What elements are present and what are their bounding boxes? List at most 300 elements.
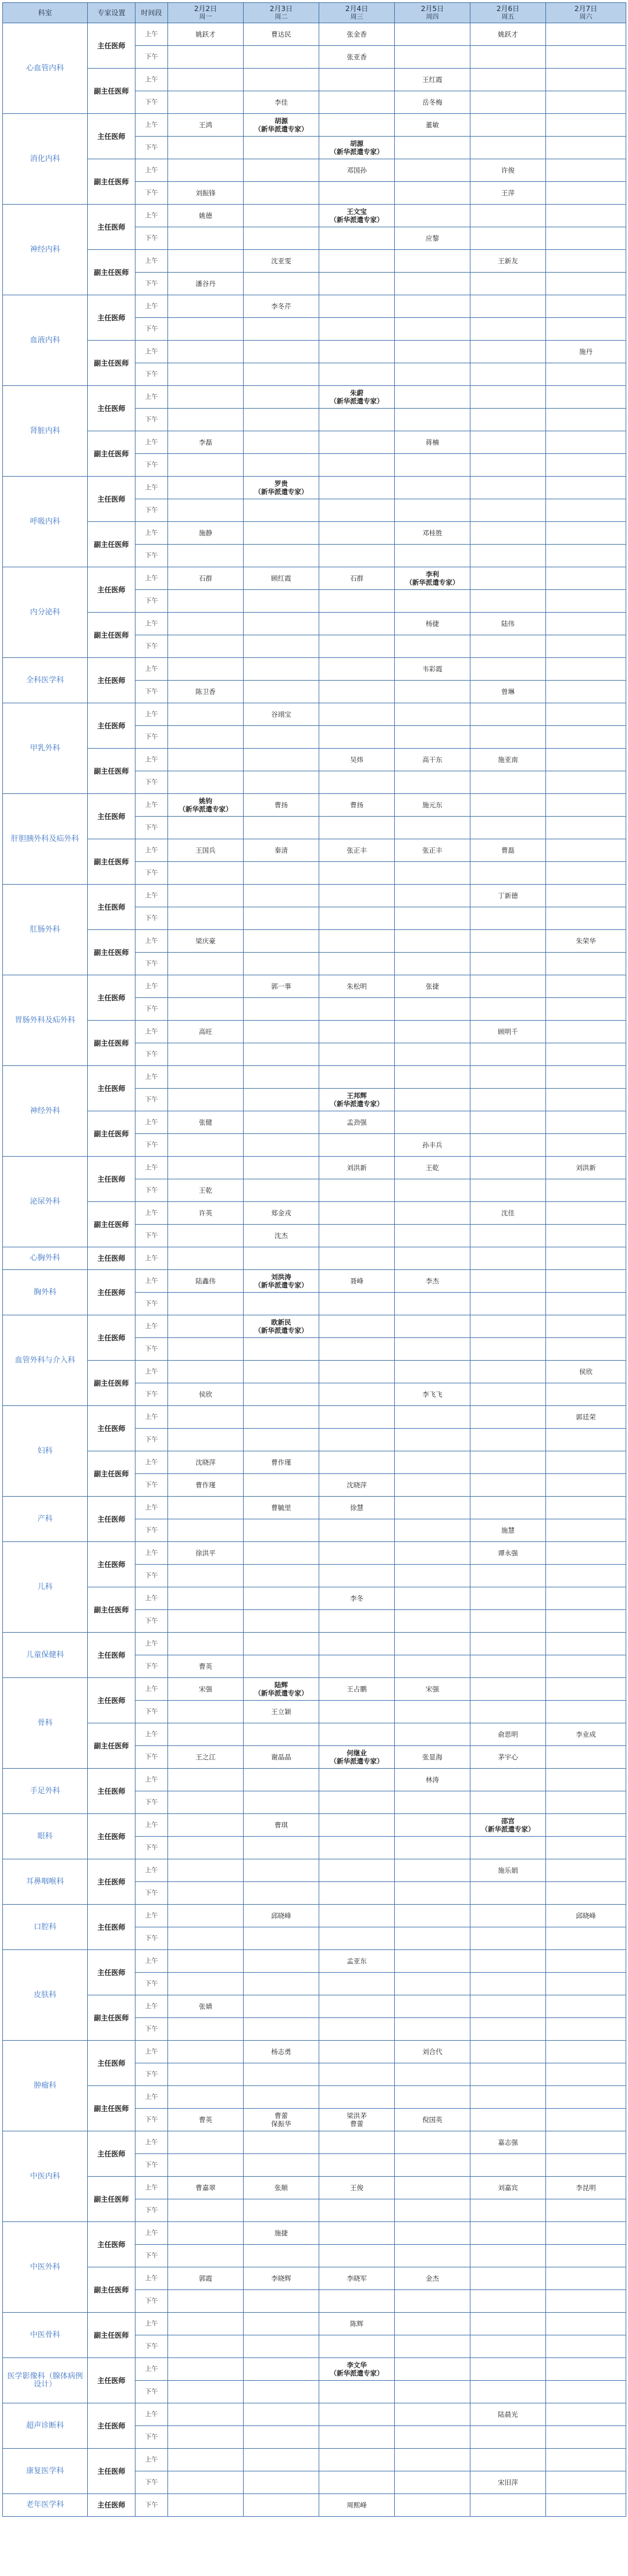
doctor-cell	[395, 1293, 470, 1315]
doctor-line: 王文宝	[347, 207, 367, 216]
doctor-cell	[470, 2041, 546, 2063]
schedule-row	[3, 1270, 626, 1293]
doctor-cell: 刘洪新	[546, 1157, 626, 1179]
doctor-cell	[546, 522, 626, 545]
doctor-cell	[244, 1043, 319, 1066]
expert-title: 副主任医师	[88, 2313, 135, 2358]
doctor-cell	[470, 454, 546, 477]
time-period: 下午	[135, 1655, 168, 1678]
doctor-cell	[168, 318, 244, 341]
doctor-line: 何继业	[347, 1749, 367, 1757]
doctor-cell	[168, 1066, 244, 1089]
doctor-cell	[546, 545, 626, 567]
doctor-cell	[470, 1089, 546, 1111]
doctor-cell	[168, 726, 244, 749]
doctor-cell	[546, 2018, 626, 2041]
time-period: 下午	[135, 953, 168, 975]
schedule-row	[3, 1587, 626, 1610]
doctor-cell	[546, 1497, 626, 1519]
doctor-line: （新华派遣专家）	[254, 125, 308, 133]
doctor-cell	[244, 2358, 319, 2381]
time-period: 上午	[135, 1202, 168, 1225]
doctor-cell	[395, 1587, 470, 1610]
doctor-cell	[168, 499, 244, 522]
doctor-cell	[168, 1859, 244, 1882]
doctor-cell	[546, 2426, 626, 2449]
expert-title: 主任医师	[88, 2131, 135, 2177]
doctor-cell: 高旺	[168, 1021, 244, 1043]
doctor-cell	[395, 1927, 470, 1950]
doctor-line: （新华派遣专家）	[330, 2369, 384, 2377]
schedule-row	[3, 2358, 626, 2381]
doctor-cell	[395, 1361, 470, 1383]
doctor-cell	[546, 1927, 626, 1950]
time-period: 上午	[135, 1723, 168, 1746]
doctor-cell	[319, 295, 395, 318]
doctor-cell: 潘谷丹	[168, 273, 244, 295]
doctor-cell	[470, 2109, 546, 2131]
doctor-cell	[244, 2494, 319, 2517]
doctor-cell: 陆鑫伟	[168, 1270, 244, 1293]
expert-title: 副主任医师	[88, 1587, 135, 1633]
schedule-row	[3, 1315, 626, 1338]
doctor-cell: 曹达民	[244, 23, 319, 46]
doctor-cell	[319, 1361, 395, 1383]
column-header-weekday: 周六	[579, 13, 593, 20]
schedule-row	[3, 613, 626, 635]
doctor-line: （新华派遣专家）	[330, 1757, 384, 1765]
doctor-line: 陆辉	[274, 1681, 288, 1689]
time-period: 下午	[135, 2063, 168, 2086]
doctor-cell: 刘洪新	[319, 1157, 395, 1179]
doctor-cell	[319, 1791, 395, 1814]
department-name: 老年医学科	[3, 2494, 88, 2517]
doctor-cell	[546, 681, 626, 703]
doctor-cell: 施乐娟	[470, 1859, 546, 1882]
doctor-cell: 曹毓里	[244, 1497, 319, 1519]
doctor-cell: 李杰	[395, 1270, 470, 1293]
doctor-cell	[319, 1995, 395, 2018]
doctor-cell	[244, 658, 319, 681]
doctor-cell	[395, 1021, 470, 1043]
doctor-cell	[395, 159, 470, 182]
expert-title: 主任医师	[88, 1247, 135, 1270]
schedule-row	[3, 1111, 626, 1134]
doctor-cell: 秦清	[244, 839, 319, 862]
department-name: 甲乳外科	[3, 703, 88, 794]
doctor-cell	[319, 1225, 395, 1247]
doctor-cell	[470, 1701, 546, 1723]
time-period: 上午	[135, 1995, 168, 2018]
schedule-row	[3, 2041, 626, 2063]
doctor-cell	[319, 2018, 395, 2041]
doctor-cell	[319, 363, 395, 386]
doctor-cell	[470, 2494, 546, 2517]
doctor-cell	[546, 2109, 626, 2131]
doctor-cell: 刘振锋	[168, 182, 244, 205]
doctor-cell	[470, 2267, 546, 2290]
doctor-cell	[395, 2381, 470, 2403]
doctor-cell	[168, 2471, 244, 2494]
doctor-cell	[244, 1655, 319, 1678]
doctor-cell	[546, 613, 626, 635]
doctor-cell	[244, 318, 319, 341]
expert-title: 主任医师	[88, 295, 135, 341]
time-period: 下午	[135, 1043, 168, 1066]
time-period: 上午	[135, 1769, 168, 1791]
doctor-cell	[244, 2245, 319, 2267]
schedule-row	[3, 1021, 626, 1043]
doctor-cell	[168, 2199, 244, 2222]
time-period: 上午	[135, 341, 168, 363]
doctor-cell	[470, 1179, 546, 1202]
doctor-cell	[244, 2313, 319, 2335]
column-header	[546, 3, 626, 23]
schedule-row	[3, 69, 626, 91]
department-name: 胃肠外科及疝外科	[3, 975, 88, 1066]
doctor-cell	[168, 250, 244, 273]
doctor-cell: 王红霞	[395, 69, 470, 91]
doctor-cell	[319, 1565, 395, 1587]
doctor-cell	[168, 590, 244, 613]
doctor-cell	[470, 295, 546, 318]
doctor-cell	[395, 499, 470, 522]
schedule-row	[3, 431, 626, 454]
doctor-cell	[546, 477, 626, 499]
doctor-cell: 郭霞	[168, 2267, 244, 2290]
doctor-cell: 谢晶晶	[244, 1746, 319, 1769]
department-name: 心血管内科	[3, 23, 88, 114]
doctor-cell	[395, 1202, 470, 1225]
doctor-line: 姚钧	[199, 797, 212, 805]
doctor-cell	[470, 998, 546, 1021]
doctor-cell: 张金香	[319, 23, 395, 46]
doctor-cell	[168, 1950, 244, 1973]
doctor-cell: 谷翊宝	[244, 703, 319, 726]
doctor-cell	[244, 205, 319, 227]
doctor-cell	[470, 2313, 546, 2335]
doctor-cell	[319, 2222, 395, 2245]
doctor-cell	[470, 69, 546, 91]
doctor-cell	[168, 1882, 244, 1905]
doctor-cell	[319, 953, 395, 975]
doctor-cell	[546, 2471, 626, 2494]
doctor-cell	[470, 771, 546, 794]
doctor-cell	[546, 69, 626, 91]
doctor-cell	[546, 499, 626, 522]
doctor-cell	[395, 2177, 470, 2199]
doctor-cell	[395, 2245, 470, 2267]
time-period: 下午	[135, 862, 168, 885]
doctor-cell	[395, 386, 470, 409]
doctor-cell	[546, 749, 626, 771]
doctor-line: 李利	[426, 570, 439, 578]
doctor-cell	[319, 1293, 395, 1315]
time-period: 下午	[135, 46, 168, 69]
column-header	[470, 3, 546, 23]
doctor-cell	[546, 839, 626, 862]
doctor-cell	[546, 1451, 626, 1474]
expert-title: 主任医师	[88, 1066, 135, 1111]
time-period: 下午	[135, 1973, 168, 1995]
time-period: 上午	[135, 2131, 168, 2154]
doctor-cell	[395, 567, 470, 590]
expert-title: 主任医师	[88, 703, 135, 749]
schedule-row	[3, 2131, 626, 2154]
doctor-cell	[470, 1451, 546, 1474]
doctor-cell	[244, 431, 319, 454]
doctor-cell	[395, 1066, 470, 1089]
doctor-cell	[546, 2313, 626, 2335]
doctor-cell	[546, 2494, 626, 2517]
expert-title: 主任医师	[88, 2494, 135, 2517]
doctor-cell	[395, 2426, 470, 2449]
schedule-row	[3, 295, 626, 318]
department-name: 口腔科	[3, 1905, 88, 1950]
doctor-cell	[319, 1701, 395, 1723]
doctor-cell	[319, 1542, 395, 1565]
doctor-cell	[395, 1701, 470, 1723]
doctor-cell	[395, 2290, 470, 2313]
doctor-cell	[470, 1655, 546, 1678]
doctor-cell	[546, 250, 626, 273]
doctor-line: （新华派遣专家）	[330, 1100, 384, 1108]
time-period: 下午	[135, 409, 168, 431]
doctor-cell: 曹嘉翠	[168, 2177, 244, 2199]
column-header	[3, 3, 88, 23]
doctor-cell	[470, 1791, 546, 1814]
doctor-cell	[395, 2199, 470, 2222]
doctor-cell	[244, 1429, 319, 1451]
schedule-row	[3, 2177, 626, 2199]
doctor-cell	[319, 2335, 395, 2358]
doctor-cell	[395, 1859, 470, 1882]
doctor-cell	[546, 91, 626, 114]
time-period: 上午	[135, 975, 168, 998]
doctor-cell	[244, 771, 319, 794]
doctor-cell	[395, 1043, 470, 1066]
expert-title: 主任医师	[88, 658, 135, 703]
doctor-cell	[546, 2041, 626, 2063]
doctor-cell	[319, 1247, 395, 1270]
department-name: 妇科	[3, 1406, 88, 1497]
doctor-cell	[244, 2018, 319, 2041]
doctor-cell	[244, 363, 319, 386]
doctor-cell	[546, 1202, 626, 1225]
doctor-cell	[244, 1769, 319, 1791]
time-period: 上午	[135, 658, 168, 681]
doctor-cell	[168, 2335, 244, 2358]
doctor-cell	[546, 1519, 626, 1542]
doctor-cell	[244, 69, 319, 91]
schedule-row	[3, 2494, 626, 2517]
doctor-cell: 沈杰	[244, 1225, 319, 1247]
schedule-row	[3, 930, 626, 953]
expert-title: 主任医师	[88, 2449, 135, 2494]
time-period: 下午	[135, 681, 168, 703]
doctor-cell	[546, 2063, 626, 2086]
schedule-row	[3, 386, 626, 409]
doctor-cell	[546, 1542, 626, 1565]
doctor-cell	[319, 114, 395, 137]
doctor-cell	[319, 1769, 395, 1791]
doctor-cell	[470, 91, 546, 114]
doctor-cell: 李业成	[546, 1723, 626, 1746]
doctor-cell	[546, 2290, 626, 2313]
doctor-cell	[168, 341, 244, 363]
doctor-cell	[244, 1519, 319, 1542]
doctor-cell: 朱松明	[319, 975, 395, 998]
doctor-cell	[319, 91, 395, 114]
time-period: 下午	[135, 137, 168, 159]
time-period: 下午	[135, 1179, 168, 1202]
doctor-cell	[546, 2154, 626, 2177]
expert-title: 副主任医师	[88, 1451, 135, 1497]
doctor-cell	[546, 2131, 626, 2154]
doctor-cell	[395, 1950, 470, 1973]
doctor-cell	[395, 862, 470, 885]
doctor-cell: 郭一事	[244, 975, 319, 998]
doctor-cell: 沈亚雯	[244, 250, 319, 273]
time-period: 下午	[135, 182, 168, 205]
expert-title: 主任医师	[88, 1769, 135, 1814]
doctor-cell	[546, 1225, 626, 1247]
doctor-cell	[244, 907, 319, 930]
doctor-cell: 蒋楠	[395, 431, 470, 454]
time-period: 上午	[135, 250, 168, 273]
time-period: 上午	[135, 2086, 168, 2109]
time-period: 上午	[135, 386, 168, 409]
doctor-cell	[319, 681, 395, 703]
doctor-cell	[470, 1270, 546, 1293]
department-name: 血液内科	[3, 295, 88, 386]
expert-schedule-table	[2, 2, 626, 2517]
department-name: 手足外科	[3, 1769, 88, 1814]
time-period: 上午	[135, 431, 168, 454]
time-period: 上午	[135, 1542, 168, 1565]
doctor-cell	[168, 975, 244, 998]
doctor-cell	[470, 1814, 546, 1837]
doctor-cell	[168, 1247, 244, 1270]
schedule-row	[3, 1905, 626, 1927]
doctor-cell: 邱晓峰	[244, 1905, 319, 1927]
column-header	[88, 3, 135, 23]
doctor-cell	[319, 2358, 395, 2381]
doctor-cell	[168, 658, 244, 681]
doctor-cell	[395, 2403, 470, 2426]
doctor-cell: 杨捷	[395, 613, 470, 635]
schedule-row	[3, 1497, 626, 1519]
expert-title: 主任医师	[88, 1905, 135, 1950]
doctor-cell	[244, 1383, 319, 1406]
doctor-cell	[168, 91, 244, 114]
doctor-cell	[244, 499, 319, 522]
expert-title: 主任医师	[88, 205, 135, 250]
doctor-cell	[168, 386, 244, 409]
department-name: 产科	[3, 1497, 88, 1542]
doctor-cell	[168, 1701, 244, 1723]
doctor-cell	[244, 2381, 319, 2403]
doctor-cell	[319, 1066, 395, 1089]
doctor-cell: 曹磊	[470, 839, 546, 862]
expert-title: 主任医师	[88, 2041, 135, 2086]
doctor-cell	[319, 1315, 395, 1338]
doctor-cell	[546, 975, 626, 998]
doctor-cell	[168, 2063, 244, 2086]
time-period: 上午	[135, 1361, 168, 1383]
doctor-cell	[244, 1837, 319, 1859]
doctor-cell: 侯欣	[546, 1361, 626, 1383]
doctor-cell	[319, 703, 395, 726]
doctor-cell	[319, 930, 395, 953]
doctor-cell	[546, 1043, 626, 1066]
doctor-cell: 陈辉	[319, 2313, 395, 2335]
doctor-cell	[168, 1791, 244, 1814]
doctor-cell	[546, 1995, 626, 2018]
time-period: 下午	[135, 726, 168, 749]
doctor-cell: 曾琳	[470, 681, 546, 703]
doctor-cell	[395, 1973, 470, 1995]
doctor-cell: 岳冬梅	[395, 91, 470, 114]
doctor-cell	[470, 386, 546, 409]
doctor-line: 刘洪涛	[271, 1273, 291, 1281]
doctor-line: 李文华	[347, 2361, 367, 2369]
doctor-cell	[470, 1383, 546, 1406]
doctor-cell	[244, 1247, 319, 1270]
expert-title: 副主任医师	[88, 522, 135, 567]
doctor-cell	[244, 749, 319, 771]
time-period: 上午	[135, 1859, 168, 1882]
doctor-cell: 施丹	[546, 341, 626, 363]
doctor-cell	[395, 2063, 470, 2086]
doctor-cell	[546, 1837, 626, 1859]
doctor-cell	[470, 635, 546, 658]
column-header	[135, 3, 168, 23]
time-period: 下午	[135, 1610, 168, 1633]
expert-title: 主任医师	[88, 1950, 135, 1995]
doctor-cell	[470, 1111, 546, 1134]
schedule-row	[3, 1723, 626, 1746]
time-period: 上午	[135, 1406, 168, 1429]
doctor-cell	[319, 2449, 395, 2471]
time-period: 下午	[135, 1746, 168, 1769]
time-period: 下午	[135, 363, 168, 386]
expert-title: 主任医师	[88, 114, 135, 159]
doctor-cell	[546, 454, 626, 477]
doctor-cell	[546, 1066, 626, 1089]
doctor-cell	[470, 2222, 546, 2245]
doctor-cell	[244, 953, 319, 975]
doctor-cell	[395, 409, 470, 431]
doctor-cell	[395, 2313, 470, 2335]
doctor-cell	[168, 998, 244, 1021]
doctor-cell: 张婧	[168, 1995, 244, 2018]
doctor-cell	[395, 1111, 470, 1134]
department-name: 胸外科	[3, 1270, 88, 1315]
doctor-cell	[244, 46, 319, 69]
department-name: 肝胆胰外科及疝外科	[3, 794, 88, 885]
department-name: 消化内科	[3, 114, 88, 205]
department-name: 中医内科	[3, 2131, 88, 2222]
doctor-cell	[395, 998, 470, 1021]
doctor-cell	[168, 46, 244, 69]
doctor-cell	[244, 1973, 319, 1995]
doctor-cell	[244, 159, 319, 182]
doctor-cell	[395, 318, 470, 341]
doctor-cell	[168, 953, 244, 975]
doctor-cell	[546, 1791, 626, 1814]
doctor-cell	[546, 635, 626, 658]
